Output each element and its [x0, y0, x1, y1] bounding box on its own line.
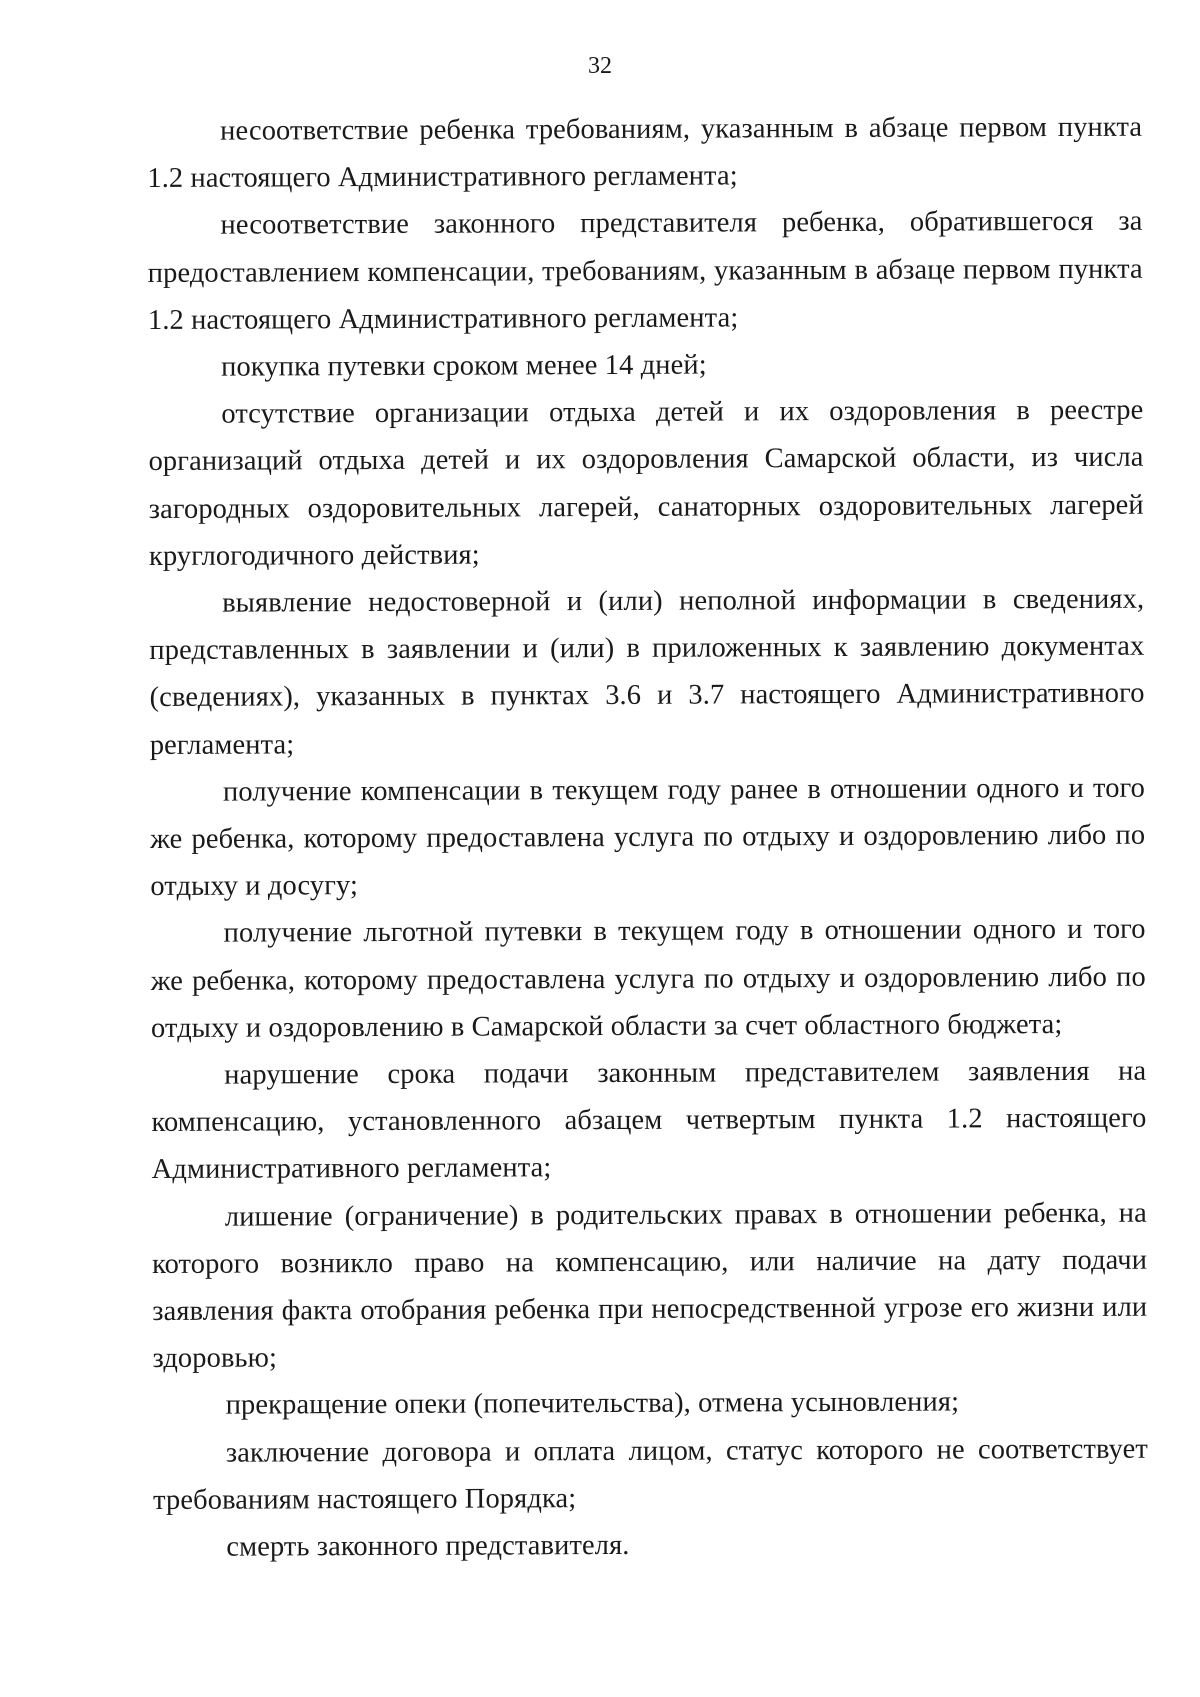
list-item: нарушение срока подачи законным представителем заявления на компенсацию, установленного абзацем четвертым пункта 1.2 настоящего Административного регламента; [151, 1055, 1147, 1186]
list-item: смерть законного представителя. [226, 1530, 630, 1563]
list-item: получение льготной путевки в текущем году в отношении одного и того же ребенка, которому предоставлена услуга по отдыху и оздоровлению либо по отдыху и оздоровлению в Самарской области за счет областного бюджета; [150, 914, 1146, 1044]
list-item: покупка путевки сроком менее 14 дней; [221, 349, 707, 383]
page-number: 32 [588, 53, 612, 79]
list-item: отсутствие организации отдыха детей и их оздоровления в реестре организаций отдыха детей и их оздоровления Самарской области, из числа загородных оздоровительных лагерей, санаторных оздоровительных лагерей круглогодичного действия; [148, 394, 1144, 572]
list-item: получение компенсации в текущем году ранее в отношении одного и того же ребенка, которому предоставлена услуга по отдыху и оздоровлению либо по отдыху и досугу; [150, 772, 1146, 903]
list-item: выявление недостоверной и (или) неполной информации в сведениях, представленных в заявлении и (или) в приложенных к заявлению документах (сведениях), указанных в пунктах 3.6 и 3.7 настоящего Административного регламента; [149, 583, 1145, 761]
list-item: прекращение опеки (попечительства), отмена усыновления; [225, 1386, 960, 1422]
list-item: несоответствие ребенка требованиям, указанным в абзаце первом пункта 1.2 настоящего Административного регламента; [147, 111, 1143, 195]
list-item: заключение договора и оплата лицом, статус которого не соответствует требованиям настоящего Порядка; [153, 1433, 1148, 1516]
list-item: лишение (ограничение) в родительских правах в отношении ребенка, на которого возникло право на компенсацию, или наличие на дату подачи заявления факта отобрания ребенка при непосредственной угрозе его жизни или здоровью; [151, 1197, 1148, 1375]
list-item: несоответствие законного представителя ребенка, обратившегося за предоставлением компенсации, требованиям, указанным в абзаце первом пункта 1.2 настоящего Административного регламента; [147, 206, 1143, 336]
document-body [147, 104, 1148, 1572]
